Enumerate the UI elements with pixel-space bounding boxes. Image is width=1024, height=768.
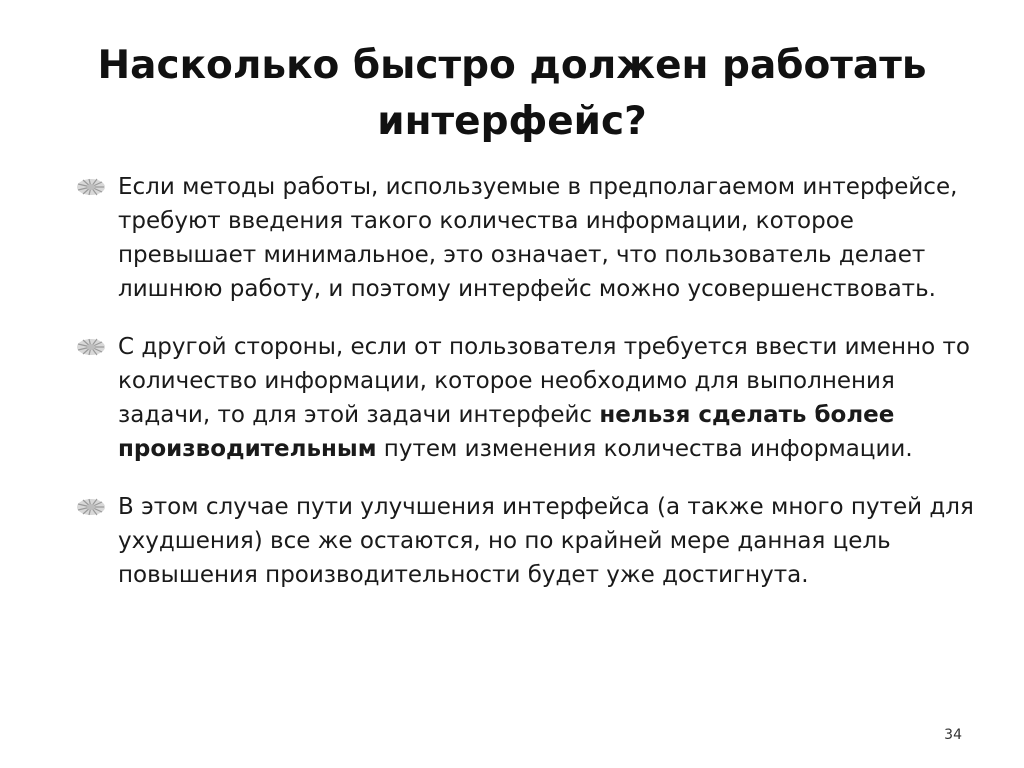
bullet-text: путем изменения количества информации. <box>376 436 913 462</box>
daisy-flower-icon <box>76 336 106 358</box>
bullet-item <box>76 330 988 466</box>
bullet-item <box>76 170 988 306</box>
page-number: 34 <box>944 727 962 743</box>
bullet-list <box>76 170 988 592</box>
slide-title: Насколько быстро должен работать интерфейс? <box>97 43 927 144</box>
bullet-text: Если методы работы, используемые в предполагаемом интерфейсе, требуют введения такого количества информации, которое превышает минимальное, это означает, что пользователь делает лишнюю работу, и поэтому интерфейс можно усовершенствовать. <box>118 174 958 302</box>
bullet-item <box>76 490 988 592</box>
daisy-flower-icon <box>76 176 106 198</box>
bullet-text: В этом случае пути улучшения интерфейса (а также много путей для ухудшения) все же остаются, но по крайней мере данная цель повышения производительности будет уже достигнута. <box>118 494 974 588</box>
bullet-emphasis: нельзя сделать более производительным <box>118 402 895 462</box>
bullet-text: С другой стороны, если от пользователя требуется ввести именно то количество информации, которое необходимо для выполнения задачи, то для этой задачи интерфейс <box>118 334 970 428</box>
daisy-flower-icon <box>76 496 106 518</box>
